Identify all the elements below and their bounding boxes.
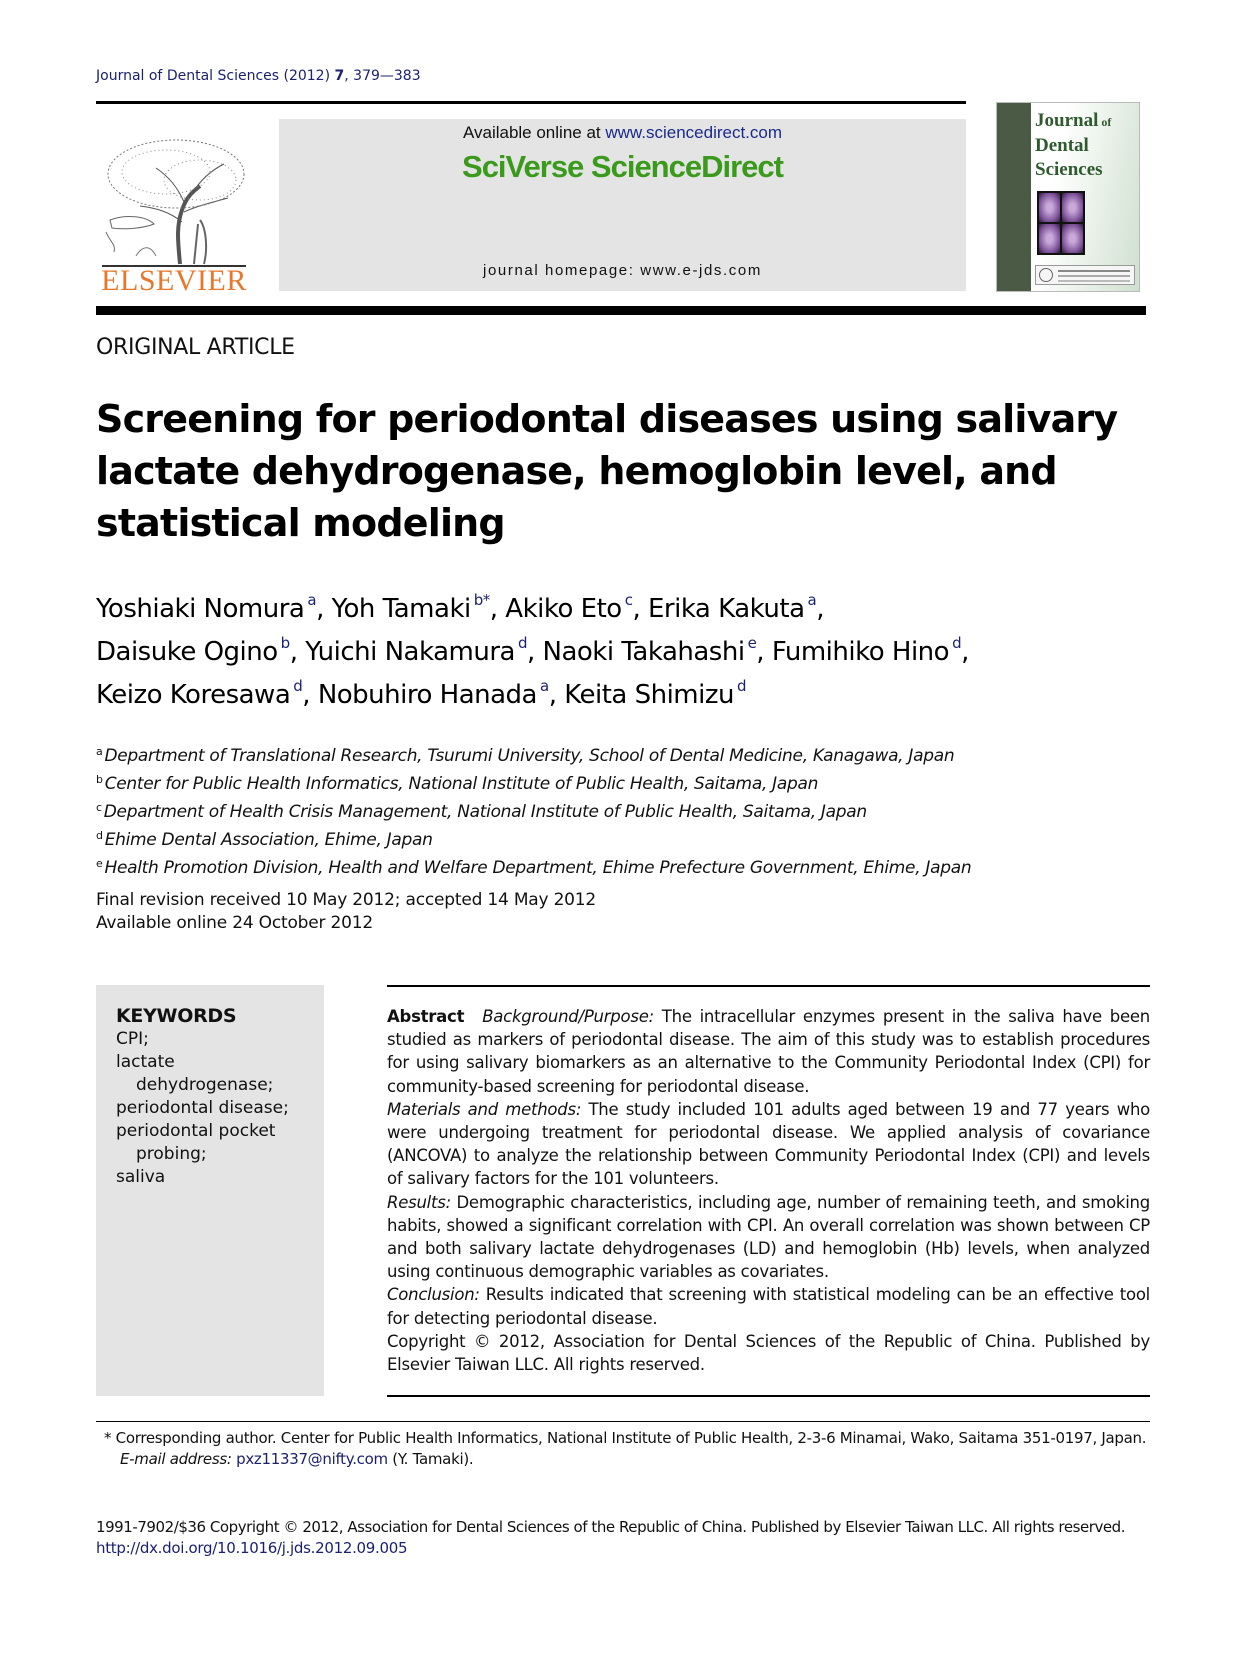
abstract-copyright: Copyright © 2012, Association for Dental Sciences of the Republic of China. Published by Elsevier Taiwan LLC. All rights reserved. xyxy=(387,1331,1150,1375)
author-affiliation-marker[interactable]: c xyxy=(624,591,633,609)
affiliation-item xyxy=(96,824,1146,852)
cover-tooth-images xyxy=(1037,191,1085,255)
cover-title-sciences: Sciences xyxy=(1035,159,1103,180)
email-suffix: (Y. Tamaki). xyxy=(387,1450,474,1468)
corresponding-author-footnote xyxy=(96,1428,1150,1470)
affiliation-key: a xyxy=(96,745,103,758)
cover-title xyxy=(1035,109,1111,182)
author-separator: , xyxy=(756,637,772,667)
affiliation-text: Department of Health Crisis Management, National Institute of Public Health, Saitama, Japan xyxy=(103,802,867,822)
email-line xyxy=(96,1449,1150,1470)
abstract-section xyxy=(387,1098,1150,1191)
author-name: Yoshiaki Nomura xyxy=(96,594,305,624)
author-name: Yuichi Nakamura xyxy=(305,637,515,667)
article-title: Screening for periodontal diseases using salivary lactate dehydrogenase, hemoglobin level, and statistical modeling xyxy=(96,397,1118,545)
author-name: Yoh Tamaki xyxy=(331,594,471,624)
author-affiliation-marker[interactable]: a xyxy=(307,591,317,609)
author-affiliation-marker[interactable]: b xyxy=(280,634,290,652)
abstract-section-heading: Background/Purpose: xyxy=(482,1007,654,1026)
keyword-item: CPI; xyxy=(116,1029,149,1049)
volume-number: 7 xyxy=(334,68,345,84)
author-separator: , xyxy=(302,680,318,710)
author-separator: , xyxy=(316,594,332,624)
abstract-section-text: The study included 101 adults aged between 19 and 77 years who were undergoing treatment for periodontal disease. We applied analysis of covariance (ANCOVA) to analyze the relationship between Community Periodontal Index (CPI) and levels of salivary factors for the 101 volunteers. xyxy=(387,1099,1150,1189)
keyword-item: dehydrogenase; xyxy=(136,1075,274,1095)
abstract-section-heading: Results: xyxy=(387,1192,451,1212)
author-name: Fumihiko Hino xyxy=(771,637,950,667)
doi xyxy=(96,1538,407,1559)
keyword-item: probing; xyxy=(136,1144,207,1164)
affiliation-key: b xyxy=(96,773,103,786)
author-affiliation-marker[interactable]: d xyxy=(736,677,746,695)
cover-association-seal xyxy=(1035,265,1135,285)
sciencedirect-banner xyxy=(279,119,966,291)
keywords-heading: KEYWORDS xyxy=(116,1005,237,1027)
author-affiliation-marker[interactable]: e xyxy=(747,634,757,652)
abstract-section-heading: Materials and methods: xyxy=(387,1099,582,1119)
corresponding-author-text: * Corresponding author. Center for Public Health Informatics, National Institute of Public Health, 2-3-6 Minamai, Wako, Saitama 351-0197, Japan. xyxy=(104,1429,1147,1447)
cover-spine xyxy=(997,103,1031,291)
available-online xyxy=(279,123,966,143)
page-range: , 379—383 xyxy=(344,68,421,84)
available-online-label: Available online at xyxy=(462,123,606,142)
author-name: Keizo Koresawa xyxy=(96,680,291,710)
abstract-rule-top xyxy=(387,985,1150,987)
author-name: Erika Kakuta xyxy=(647,594,805,624)
affiliation-key: e xyxy=(96,857,103,870)
author-affiliation-marker[interactable]: b* xyxy=(473,591,490,609)
affiliation-text: Department of Translational Research, Tsurumi University, School of Dental Medicine, Kanagawa, Japan xyxy=(104,746,955,766)
affiliation-text: Ehime Dental Association, Ehime, Japan xyxy=(104,830,433,850)
article-dates xyxy=(96,889,596,935)
footnote-rule xyxy=(96,1421,1150,1422)
author-separator: , xyxy=(289,637,306,667)
affiliation-text: Health Promotion Division, Health and Welfare Department, Ehime Prefecture Government, Ehime, Japan xyxy=(104,858,972,878)
author-affiliation-marker[interactable]: a xyxy=(807,591,817,609)
author-separator: , xyxy=(816,594,824,624)
author-name: Akiko Eto xyxy=(505,594,622,624)
abstract-section xyxy=(387,1191,1150,1284)
author-name: Naoki Takahashi xyxy=(542,637,745,667)
author-name: Keita Shimizu xyxy=(564,680,734,710)
affiliation-key: c xyxy=(96,801,102,814)
keyword-item: periodontal disease; xyxy=(116,1098,289,1118)
author-affiliation-marker[interactable]: d xyxy=(517,634,527,652)
keyword-item: periodontal pocket xyxy=(116,1121,276,1141)
cover-title-dental: Dental xyxy=(1035,135,1089,156)
abstract-section-heading: Conclusion: xyxy=(387,1285,480,1305)
affiliation-key: d xyxy=(96,829,103,842)
abstract-section xyxy=(387,1005,1150,1098)
doi-link[interactable]: http://dx.doi.org/10.1016/j.jds.2012.09.005 xyxy=(96,1539,408,1557)
author-separator: , xyxy=(526,637,543,667)
keyword-item: lactate xyxy=(116,1052,175,1072)
sciencedirect-link[interactable]: www.sciencedirect.com xyxy=(605,123,783,142)
email-link[interactable]: pxz11337@nifty.com xyxy=(236,1450,388,1468)
author-separator: , xyxy=(489,594,506,624)
author-name: Daisuke Ogino xyxy=(96,637,278,667)
abstract-label: Abstract xyxy=(387,1007,465,1026)
keyword-item: saliva xyxy=(116,1167,166,1187)
issn-copyright: 1991-7902/$36 Copyright © 2012, Association for Dental Sciences of the Republic of China. Published by Elsevier Taiwan LLC. All rights reserved. xyxy=(96,1518,1126,1536)
abstract xyxy=(387,1005,1150,1376)
affiliation-item xyxy=(96,740,1146,768)
running-head xyxy=(96,68,421,84)
affiliation-item xyxy=(96,852,1146,880)
revision-accepted-date: Final revision received 10 May 2012; accepted 14 May 2012 xyxy=(96,890,597,910)
author-separator: , xyxy=(548,680,565,710)
abstract-section-text: The intracellular enzymes present in the saliva have been studied as markers of periodontal disease. The aim of this study was to establish procedures for using salivary biomarkers as an alternative to the Community Periodontal Index (CPI) for community-based screening for periodontal disease. xyxy=(387,1007,1150,1096)
author-name: Nobuhiro Hanada xyxy=(317,680,537,710)
abstract-section-text: Results indicated that screening with statistical modeling can be an effective tool for detecting periodontal disease. xyxy=(387,1285,1150,1328)
affiliation-item xyxy=(96,796,1146,824)
affiliation-text: Center for Public Health Informatics, National Institute of Public Health, Saitama, Japan xyxy=(104,774,819,794)
affiliation-list xyxy=(96,740,1146,880)
email-label: E-mail address: xyxy=(120,1450,232,1468)
journal-citation: Journal of Dental Sciences (2012) xyxy=(96,68,335,84)
masthead-rule xyxy=(96,306,1146,315)
author-separator: , xyxy=(632,594,648,624)
available-online-date: Available online 24 October 2012 xyxy=(96,913,373,933)
author-affiliation-marker[interactable]: a xyxy=(539,677,549,695)
affiliation-item xyxy=(96,768,1146,796)
article-type: ORIGINAL ARTICLE xyxy=(96,335,295,360)
author-affiliation-marker[interactable]: d xyxy=(293,677,303,695)
abstract-section-text: Demographic characteristics, including age, number of remaining teeth, and smoking habits, showed a significant correlation with CPI. An overall correlation was shown between CP and both salivary lactate dehydrogenases (LD) and hemoglobin (Hb) levels, when analyzed using continuous demographic variables as covariates. xyxy=(387,1192,1150,1282)
author-affiliation-marker[interactable]: d xyxy=(952,634,962,652)
elsevier-wordmark: ELSEVIER xyxy=(101,264,247,297)
journal-homepage[interactable]: journal homepage: www.e-jds.com xyxy=(483,262,762,279)
keywords-box xyxy=(96,985,324,1396)
author-list xyxy=(96,583,1146,712)
cover-title-journal: Journal xyxy=(1035,110,1099,131)
abstract-rule-bottom xyxy=(387,1395,1150,1397)
cover-title-of: of xyxy=(1098,115,1112,129)
journal-cover xyxy=(996,102,1140,292)
header-rule xyxy=(96,101,966,104)
abstract-section xyxy=(387,1283,1150,1329)
author-separator: , xyxy=(961,637,969,667)
keywords-list xyxy=(116,1028,324,1189)
sciverse-sciencedirect-logo: SciVerse ScienceDirect xyxy=(462,149,783,184)
